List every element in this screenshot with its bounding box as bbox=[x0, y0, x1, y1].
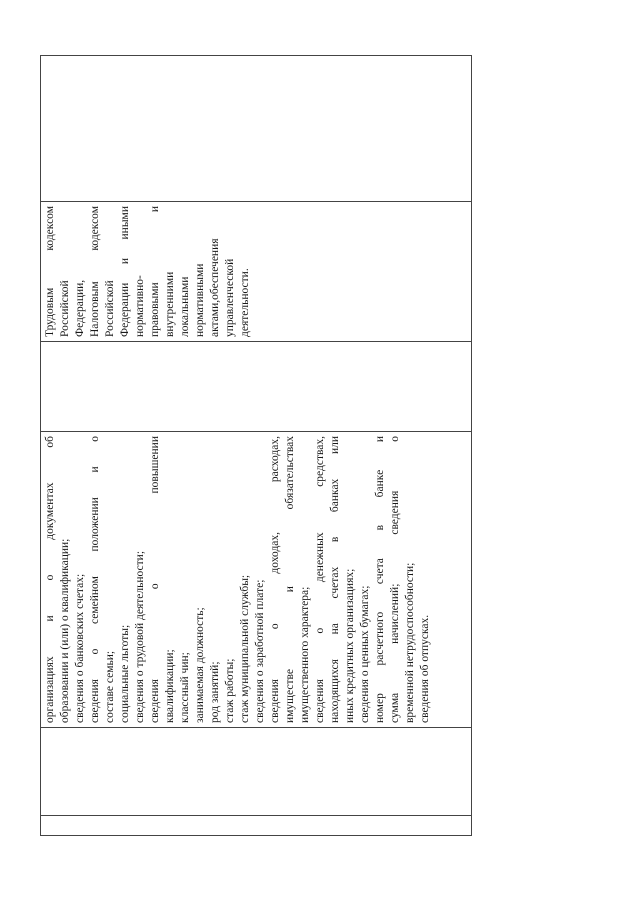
legal-basis-line: Федерации, bbox=[74, 279, 86, 337]
data-category-line: сведения о повышении bbox=[149, 436, 161, 723]
table-row bbox=[41, 56, 472, 836]
data-category-line: сведения о семейном положении и о bbox=[89, 436, 101, 723]
data-category-line: находящихся на счетах в банках или bbox=[329, 436, 341, 723]
legal-basis-line: управленческой bbox=[224, 258, 236, 337]
legal-basis-line: локальными bbox=[179, 276, 191, 337]
legal-basis-line: Российской bbox=[104, 280, 116, 337]
data-category-line: сведения о трудовой деятельности; bbox=[134, 550, 146, 723]
legal-basis-line: Налоговым кодексом bbox=[89, 206, 101, 337]
data-table bbox=[40, 55, 472, 836]
data-categories-list bbox=[43, 436, 433, 723]
data-category-line: род занятий; bbox=[209, 661, 221, 723]
data-category-line: организациях и о документах об bbox=[44, 436, 56, 723]
data-category-line: сведения о банковских счетах; bbox=[74, 573, 86, 723]
data-category-line: сведения о ценных бумагах; bbox=[359, 585, 371, 723]
data-category-line: социальные льготы; bbox=[119, 624, 131, 723]
data-categories-cell bbox=[41, 432, 472, 728]
empty-cell-category bbox=[41, 728, 472, 816]
data-category-line: иных кредитных организациях; bbox=[344, 568, 356, 723]
legal-basis-line: внутренними bbox=[164, 271, 176, 337]
empty-cell-purpose bbox=[41, 342, 472, 432]
legal-basis-list bbox=[43, 206, 253, 337]
data-category-line: составе семьи; bbox=[104, 650, 116, 723]
empty-cell-index bbox=[41, 816, 472, 836]
data-category-line: временной нетрудоспособности; bbox=[404, 562, 416, 723]
legal-basis-line: Российской bbox=[59, 280, 71, 337]
rotated-page bbox=[40, 56, 472, 836]
data-category-line: сведения об отпусках. bbox=[419, 614, 431, 723]
data-category-line: номер расчетного счета в банке и bbox=[374, 436, 386, 723]
data-category-line: сведения о заработной плате; bbox=[254, 579, 266, 723]
data-category-line: классный чин; bbox=[179, 652, 191, 723]
legal-basis-line: Трудовым кодексом bbox=[44, 206, 56, 337]
data-category-line: квалификации; bbox=[164, 649, 176, 723]
data-category-line: занимаемая должность; bbox=[194, 607, 206, 723]
data-category-line: имуществе и обязательствах bbox=[284, 436, 296, 723]
legal-basis-line: деятельности. bbox=[239, 268, 251, 337]
legal-basis-line: нормативно- bbox=[134, 275, 146, 337]
legal-basis-line: актами,обеспечения bbox=[209, 238, 221, 337]
data-category-line: сумма начислений; сведения о bbox=[389, 436, 401, 723]
data-category-line: стаж работы; bbox=[224, 658, 236, 723]
legal-basis-line: правовыми и bbox=[149, 206, 161, 337]
data-category-line: сведения о денежных средствах, bbox=[314, 436, 326, 723]
legal-basis-line: нормативными bbox=[194, 263, 206, 337]
data-category-line: стаж муниципальной службы; bbox=[239, 574, 251, 723]
legal-basis-cell bbox=[41, 202, 472, 342]
data-category-line: сведения о доходах, расходах, bbox=[269, 436, 281, 723]
empty-cell-right-1 bbox=[41, 56, 472, 202]
data-category-line: имущественного характера; bbox=[299, 586, 311, 723]
legal-basis-line: Федерации и иными bbox=[119, 206, 131, 337]
data-category-line: образовании и (или) о квалификации; bbox=[59, 538, 71, 723]
